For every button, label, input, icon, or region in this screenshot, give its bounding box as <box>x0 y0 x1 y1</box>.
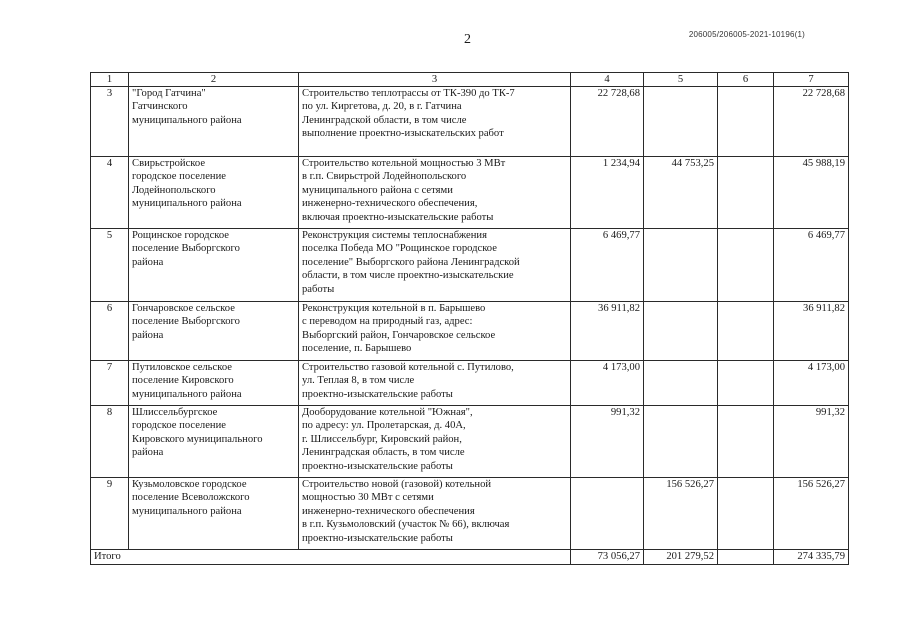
table-row <box>91 406 849 478</box>
table-row <box>91 302 849 361</box>
amount-col4: 991,32 <box>571 406 644 478</box>
project-description: Строительство газовой котельной с. Путилово, ул. Теплая 8, в том числе проектно-изыскательские работы <box>299 361 571 406</box>
amount-total: 22 728,68 <box>774 87 849 157</box>
row-number: 7 <box>91 361 129 406</box>
document-code: 206005/206005-2021-10196(1) <box>688 30 805 39</box>
page-number: 2 <box>464 32 471 47</box>
project-description: Реконструкция системы теплоснабжения поселка Победа МО "Рощинское городское поселение" Выборгского района Ленинградской области, в том числе проектно-изыскательские работы <box>299 229 571 302</box>
amount-col4: 36 911,82 <box>571 302 644 361</box>
total-col6 <box>718 550 774 565</box>
amount-col4: 4 173,00 <box>571 361 644 406</box>
amount-col6 <box>718 478 774 550</box>
total-col7: 274 335,79 <box>774 550 849 565</box>
amount-col6 <box>718 302 774 361</box>
row-number: 5 <box>91 229 129 302</box>
column-header: 1 <box>91 73 129 87</box>
amount-total: 156 526,27 <box>774 478 849 550</box>
amount-col6 <box>718 361 774 406</box>
amount-col6 <box>718 229 774 302</box>
amount-col4: 6 469,77 <box>571 229 644 302</box>
project-description: Реконструкция котельной в п. Барышево с переводом на природный газ, адрес: Выборгский район, Гончаровское сельское поселение, п. Барышево <box>299 302 571 361</box>
total-col4: 73 056,27 <box>571 550 644 565</box>
amount-col4 <box>571 478 644 550</box>
amount-col6 <box>718 157 774 229</box>
table-row <box>91 478 849 550</box>
total-label: Итого <box>91 550 571 565</box>
project-description: Дооборудование котельной "Южная", по адресу: ул. Пролетарская, д. 40А, г. Шлиссельбург, Кировский район, Ленинградская область, в том числе проектно-изыскательские работы <box>299 406 571 478</box>
table-row <box>91 87 849 157</box>
municipality-name: "Город Гатчина" Гатчинского муниципального района <box>129 87 299 157</box>
row-number: 6 <box>91 302 129 361</box>
amount-col5 <box>644 302 718 361</box>
funding-table <box>90 72 849 565</box>
column-header: 3 <box>299 73 571 87</box>
row-number: 9 <box>91 478 129 550</box>
amount-total: 4 173,00 <box>774 361 849 406</box>
row-number: 4 <box>91 157 129 229</box>
amount-total: 6 469,77 <box>774 229 849 302</box>
table-total-row <box>91 550 849 565</box>
project-description: Строительство котельной мощностью 3 МВт в г.п. Свирьстрой Лодейнопольского муниципального района с сетями инженерно-технического обеспечения, включая проектно-изыскательские работы <box>299 157 571 229</box>
table-row <box>91 361 849 406</box>
municipality-name: Рощинское городское поселение Выборгского района <box>129 229 299 302</box>
amount-col4: 22 728,68 <box>571 87 644 157</box>
municipality-name: Гончаровское сельское поселение Выборгского района <box>129 302 299 361</box>
amount-col5: 44 753,25 <box>644 157 718 229</box>
amount-col5 <box>644 87 718 157</box>
table-header-row <box>91 73 849 87</box>
amount-col5 <box>644 229 718 302</box>
municipality-name: Путиловское сельское поселение Кировского муниципального района <box>129 361 299 406</box>
municipality-name: Свирьстройское городское поселение Лодейнопольского муниципального района <box>129 157 299 229</box>
project-description: Строительство теплотрассы от ТК-390 до ТК-7 по ул. Киргетова, д. 20, в г. Гатчина Ленинградской области, в том числе выполнение проектно-изыскательских работ <box>299 87 571 157</box>
amount-col5 <box>644 361 718 406</box>
column-header: 6 <box>718 73 774 87</box>
amount-total: 45 988,19 <box>774 157 849 229</box>
amount-col5 <box>644 406 718 478</box>
amount-total: 36 911,82 <box>774 302 849 361</box>
column-header: 5 <box>644 73 718 87</box>
amount-col5: 156 526,27 <box>644 478 718 550</box>
amount-col6 <box>718 406 774 478</box>
amount-total: 991,32 <box>774 406 849 478</box>
table-row <box>91 229 849 302</box>
municipality-name: Шлиссельбургское городское поселение Кировского муниципального района <box>129 406 299 478</box>
table-row <box>91 157 849 229</box>
row-number: 3 <box>91 87 129 157</box>
total-col5: 201 279,52 <box>644 550 718 565</box>
column-header: 4 <box>571 73 644 87</box>
municipality-name: Кузьмоловское городское поселение Всеволожского муниципального района <box>129 478 299 550</box>
row-number: 8 <box>91 406 129 478</box>
column-header: 2 <box>129 73 299 87</box>
column-header: 7 <box>774 73 849 87</box>
project-description: Строительство новой (газовой) котельной мощностью 30 МВт с сетями инженерно-технического обеспечения в г.п. Кузьмоловский (участок № 66), включая проектно-изыскательские работы <box>299 478 571 550</box>
amount-col4: 1 234,94 <box>571 157 644 229</box>
amount-col6 <box>718 87 774 157</box>
